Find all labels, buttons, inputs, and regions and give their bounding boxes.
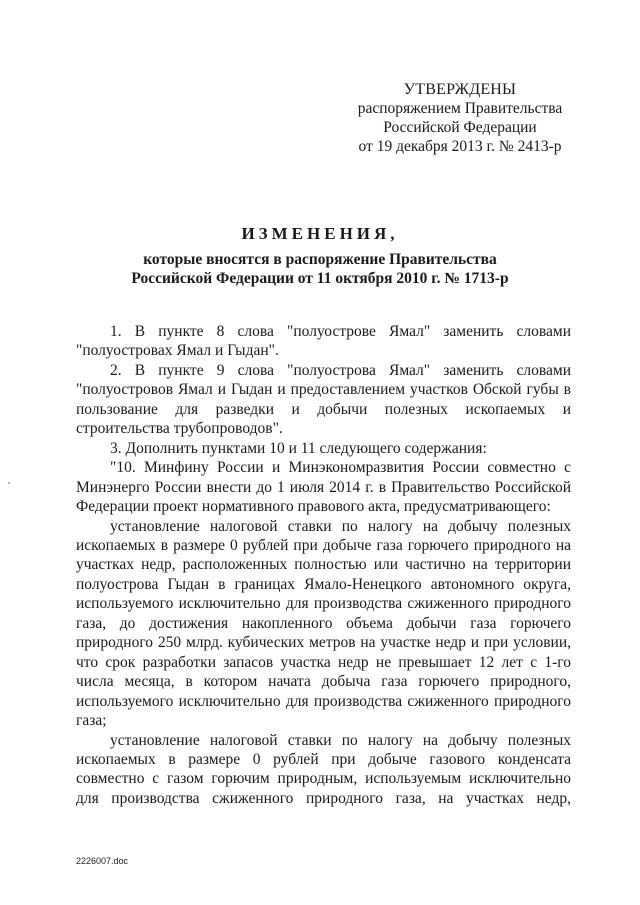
approval-line-2: Российской Федерации [383,119,537,136]
approval-title: УТВЕРЖДЕНЫ [403,81,517,98]
paragraph-point-10: "10. Минфину России и Минэкономразвития России совместно с Минэнерго России внести до 1 июля 2014 г. в Правительство Российской Федерации проект нормативного правового акта, предусматривающего: [76,459,571,516]
document-heading [0,224,640,288]
paragraph-item-1: 1. В пункте 8 слова "полуострове Ямал" заменить словами "полуостровах Ямал и Гыдан". [76,323,571,360]
approval-line-3: от 19 декабря 2013 г. № 2413-р [358,138,562,155]
paragraph-gas-rate: установление налоговой ставки по налогу на добычу полезных ископаемых в размере 0 рублей при добыче газа горючего природного на участках недр, расположенных полностью или частично на территории полуострова Гыдан в границах Ямало-Ненецкого автономного округа, используемого исключительно для производства сжиженного природного газа, до достижения накопленного объема добычи газа горючего природного 250 млрд. кубических метров на участке недр и при условии, что срок разработки запасов участка недр не превышает 12 лет с 1-го числа месяца, в котором начата добыча газа горючего природного, используемого исключительно для производства сжиженного природного газа; [76,517,571,730]
paragraph-condensate-rate: установление налоговой ставки по налогу на добычу полезных ископаемых в размере 0 рублей при добыче газового конденсата совместно с газом горючим природным, используемым исключительно для производства сжиженного природного газа, на участках недр, [76,731,571,807]
approval-block [330,80,590,156]
heading-subtitle-line-2: Российской Федерации от 11 октября 2010 г. № 1713-р [131,270,509,287]
paragraph-item-2: 2. В пункте 9 слова "полуострова Ямал" заменить словами "полуостровов Ямал и Гыдан и предоставлением участков Обской губы в пользование для разведки и добычи полезных ископаемых и строительства трубопроводов". [76,361,571,438]
document-body [76,322,571,808]
paragraph-item-3: 3. Дополнить пунктами 10 и 11 следующего содержания: [110,439,487,457]
footer-doc-id: 2226007.doc [76,856,129,866]
heading-subtitle-line-1: которые вносятся в распоряжение Правительства [143,251,497,268]
heading-title: ИЗМЕНЕНИЯ, [241,224,399,243]
approval-line-1: распоряжением Правительства [357,100,563,117]
heading-subtitle [0,250,640,288]
scan-dot [8,482,10,484]
